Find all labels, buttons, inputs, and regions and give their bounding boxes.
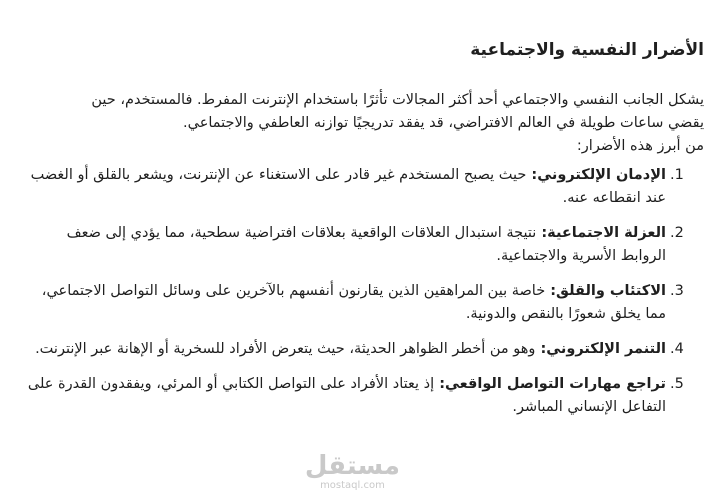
item-text: إذ يعتاد الأفراد على التواصل الكتابي أو المرئي، ويفقدون القدرة على التفاعل الإنساني المباشر. bbox=[27, 376, 666, 415]
item-text: خاصة بين المراهقين الذين يقارنون أنفسهم بالآخرين على وسائل التواصل الاجتماعي، مما يخلق شعورًا بالنقص والدونية. bbox=[41, 283, 666, 322]
item-text: نتيجة استبدال العلاقات الواقعية بعلاقات افتراضية سطحية، مما يؤدي إلى ضعف الروابط الأسرية والاجتماعية. bbox=[66, 225, 666, 264]
list-item bbox=[20, 373, 704, 419]
section-heading: الأضرار النفسية والاجتماعية bbox=[470, 40, 704, 60]
list-item bbox=[20, 222, 704, 268]
intro-line: من أبرز هذه الأضرار: bbox=[576, 138, 704, 154]
intro-line: يقضي ساعات طويلة في العالم الافتراضي، قد يفقد تدريجيًا توازنه العاطفي والاجتماعي. bbox=[183, 115, 704, 131]
list-item bbox=[20, 338, 704, 361]
item-number: 5. bbox=[670, 376, 684, 392]
item-term: العزلة الاجتماعية: bbox=[536, 225, 666, 241]
item-number: 2. bbox=[670, 225, 684, 241]
item-text: وهو من أخطر الظواهر الحديثة، حيث يتعرض الأفراد للسخرية أو الإهانة عبر الإنترنت. bbox=[35, 341, 536, 357]
watermark-arabic: مستقل bbox=[304, 451, 400, 481]
item-term: الاكتئاب والقلق: bbox=[545, 283, 666, 299]
item-term: تراجع مهارات التواصل الواقعي: bbox=[434, 376, 666, 392]
mostaql-watermark bbox=[305, 452, 400, 492]
intro-line: يشكل الجانب النفسي والاجتماعي أحد أكثر المجالات تأثرًا باستخدام الإنترنت المفرط. فالمستخدم، حين bbox=[91, 92, 704, 108]
watermark-latin: mostaql.com bbox=[320, 480, 385, 491]
item-number: 3. bbox=[670, 283, 684, 299]
list-item bbox=[20, 280, 704, 326]
list-item bbox=[20, 164, 704, 210]
intro-paragraph bbox=[20, 89, 704, 158]
item-term: الإدمان الإلكتروني: bbox=[526, 167, 666, 183]
item-number: 1. bbox=[670, 167, 684, 183]
item-text: حيث يصبح المستخدم غير قادر على الاستغناء عن الإنترنت، ويشعر بالقلق أو الغضب عند انقطاعه عنه. bbox=[30, 167, 666, 206]
harms-list bbox=[20, 164, 704, 431]
item-number: 4. bbox=[670, 341, 684, 357]
item-term: التنمر الإلكتروني: bbox=[535, 341, 666, 357]
